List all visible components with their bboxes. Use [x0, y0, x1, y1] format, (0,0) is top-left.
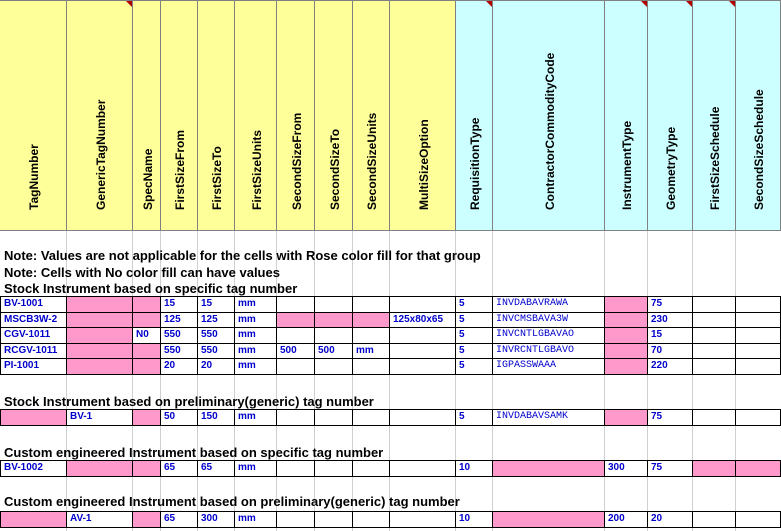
- cell-tagnumber[interactable]: CGV-1011: [0, 328, 67, 344]
- cell-firstsizeschedule[interactable]: [693, 328, 736, 344]
- cell-firstsizefrom[interactable]: 50: [161, 410, 198, 426]
- cell-requisitiontype[interactable]: 5: [456, 313, 493, 329]
- cell-secondsizefrom[interactable]: [277, 512, 315, 528]
- cell-instrumenttype[interactable]: [605, 359, 648, 375]
- cell-firstsizeunits[interactable]: mm: [235, 410, 277, 426]
- cell-generictagnumber[interactable]: [67, 313, 133, 329]
- cell-firstsizeunits[interactable]: mm: [235, 297, 277, 313]
- cell-secondsizefrom[interactable]: [277, 410, 315, 426]
- column-header-tagnumber[interactable]: [0, 0, 67, 231]
- cell-specname[interactable]: [133, 512, 161, 528]
- cell-secondsizeschedule[interactable]: [736, 297, 781, 313]
- cell-tagnumber[interactable]: [0, 410, 67, 426]
- cell-firstsizeto[interactable]: 20: [198, 359, 235, 375]
- cell-instrumenttype[interactable]: [605, 410, 648, 426]
- cell-requisitiontype[interactable]: 5: [456, 359, 493, 375]
- column-header-firstsizefrom[interactable]: [161, 0, 198, 231]
- column-header-label: FirstSizeSchedule: [708, 106, 722, 210]
- column-header-label: SecondSizeFrom: [289, 112, 304, 210]
- cell-multisizeoption[interactable]: [390, 344, 456, 360]
- cell-generictagnumber[interactable]: [67, 297, 133, 313]
- cell-generictagnumber[interactable]: [67, 328, 133, 344]
- column-header-multisizeoption[interactable]: [390, 0, 456, 231]
- cell-geometrytype[interactable]: 230: [648, 313, 693, 329]
- cell-secondsizeunits[interactable]: [353, 328, 390, 344]
- cell-firstsizefrom[interactable]: 15: [161, 297, 198, 313]
- cell-secondsizeschedule[interactable]: [736, 461, 781, 477]
- cell-secondsizeto[interactable]: [315, 297, 353, 313]
- cell-specname[interactable]: N0: [133, 328, 161, 344]
- column-header-specname[interactable]: [133, 0, 161, 231]
- cell-firstsizeunits[interactable]: mm: [235, 328, 277, 344]
- cell-tagnumber[interactable]: PI-1001: [0, 359, 67, 375]
- cell-requisitiontype[interactable]: 10: [456, 461, 493, 477]
- cell-generictagnumber[interactable]: [67, 359, 133, 375]
- cell-tagnumber[interactable]: BV-1001: [0, 297, 67, 313]
- column-header-label: SpecName: [140, 148, 155, 210]
- grid-line: [647, 231, 648, 531]
- cell-multisizeoption[interactable]: [390, 297, 456, 313]
- cell-firstsizefrom[interactable]: 20: [161, 359, 198, 375]
- column-header-firstsizeschedule[interactable]: [693, 0, 736, 231]
- cell-firstsizeto[interactable]: 550: [198, 328, 235, 344]
- cell-secondsizefrom[interactable]: [277, 328, 315, 344]
- cell-multisizeoption[interactable]: [390, 512, 456, 528]
- comment-indicator-icon: [641, 1, 647, 7]
- cell-secondsizeto[interactable]: [315, 313, 353, 329]
- section-title: Custom engineered Instrument based on specific tag number: [4, 445, 384, 460]
- cell-instrumenttype[interactable]: [605, 344, 648, 360]
- cell-secondsizeschedule[interactable]: [736, 359, 781, 375]
- grid-line: [314, 231, 315, 531]
- cell-multisizeoption[interactable]: [390, 359, 456, 375]
- column-header-label: InstrumentType: [620, 120, 634, 210]
- column-header-label: TagNumber: [27, 144, 41, 210]
- cell-tagnumber[interactable]: [0, 512, 67, 528]
- grid-line: [389, 231, 390, 531]
- cell-secondsizeto[interactable]: [315, 410, 353, 426]
- cell-firstsizefrom[interactable]: 65: [161, 461, 198, 477]
- grid-line: [492, 231, 493, 531]
- cell-instrumenttype[interactable]: [605, 297, 648, 313]
- cell-instrumenttype[interactable]: 300: [605, 461, 648, 477]
- cell-firstsizeunits[interactable]: mm: [235, 344, 277, 360]
- cell-firstsizefrom[interactable]: 550: [161, 344, 198, 360]
- cell-instrumenttype[interactable]: [605, 328, 648, 344]
- cell-contractorcommoditycode[interactable]: [493, 512, 605, 528]
- cell-secondsizeto[interactable]: [315, 359, 353, 375]
- column-header-label: GenericTagNumber: [93, 99, 108, 210]
- cell-instrumenttype[interactable]: 200: [605, 512, 648, 528]
- cell-multisizeoption[interactable]: [390, 410, 456, 426]
- cell-firstsizefrom[interactable]: 65: [161, 512, 198, 528]
- cell-generictagnumber[interactable]: BV-1: [67, 410, 133, 426]
- section-title: Stock Instrument based on preliminary(generic) tag number: [4, 394, 374, 409]
- cell-specname[interactable]: [133, 410, 161, 426]
- cell-secondsizeto[interactable]: [315, 512, 353, 528]
- cell-secondsizeto[interactable]: [315, 328, 353, 344]
- comment-indicator-icon: [729, 1, 735, 7]
- cell-multisizeoption[interactable]: [390, 461, 456, 477]
- cell-contractorcommoditycode[interactable]: INVRCNTLGBAVO: [493, 344, 605, 360]
- cell-firstsizefrom[interactable]: 125: [161, 313, 198, 329]
- column-header-label: FirstSizeUnits: [249, 129, 264, 210]
- cell-firstsizeto[interactable]: 15: [198, 297, 235, 313]
- cell-secondsizeto[interactable]: 500: [315, 344, 353, 360]
- cell-geometrytype[interactable]: 75: [648, 297, 693, 313]
- column-header-label: FirstSizeFrom: [173, 129, 187, 210]
- cell-firstsizeto[interactable]: 65: [198, 461, 235, 477]
- cell-firstsizeto[interactable]: 550: [198, 344, 235, 360]
- cell-requisitiontype[interactable]: 10: [456, 512, 493, 528]
- column-header-label: SecondSizeTo: [327, 128, 342, 210]
- cell-geometrytype[interactable]: 15: [648, 328, 693, 344]
- column-header-label: RequisitionType: [468, 117, 482, 210]
- column-header-contractorcommoditycode[interactable]: [493, 0, 605, 231]
- comment-indicator-icon: [686, 1, 692, 7]
- cell-secondsizeschedule[interactable]: [736, 512, 781, 528]
- note-rose-fill: Note: Values are not applicable for the cells with Rose color fill for that group: [4, 248, 481, 263]
- grid-line: [352, 231, 353, 531]
- cell-firstsizeunits[interactable]: mm: [235, 461, 277, 477]
- column-header-secondsizeschedule[interactable]: [736, 0, 781, 231]
- column-header-secondsizeunits[interactable]: [353, 0, 390, 231]
- comment-indicator-icon: [486, 1, 492, 7]
- cell-specname[interactable]: [133, 297, 161, 313]
- cell-generictagnumber[interactable]: [67, 461, 133, 477]
- cell-contractorcommoditycode[interactable]: INVCNTLGBAVAO: [493, 328, 605, 344]
- cell-requisitiontype[interactable]: 5: [456, 328, 493, 344]
- column-header-instrumenttype[interactable]: [605, 0, 648, 231]
- note-no-fill: Note: Cells with No color fill can have values: [4, 265, 280, 280]
- grid-line: [692, 231, 693, 531]
- cell-contractorcommoditycode[interactable]: INVDABAVRAWA: [493, 297, 605, 313]
- cell-secondsizeunits[interactable]: [353, 461, 390, 477]
- column-header-secondsizeto[interactable]: [315, 0, 353, 231]
- cell-secondsizeschedule[interactable]: [736, 313, 781, 329]
- cell-secondsizefrom[interactable]: 500: [277, 344, 315, 360]
- column-header-geometrytype[interactable]: [648, 0, 693, 231]
- column-header-secondsizefrom[interactable]: [277, 0, 315, 231]
- cell-firstsizeschedule[interactable]: [693, 313, 736, 329]
- column-header-label: ContractorCommodityCode: [542, 52, 557, 210]
- cell-requisitiontype[interactable]: 5: [456, 297, 493, 313]
- cell-tagnumber[interactable]: BV-1002: [0, 461, 67, 477]
- cell-secondsizeschedule[interactable]: [736, 410, 781, 426]
- cell-secondsizefrom[interactable]: [277, 359, 315, 375]
- cell-firstsizeunits[interactable]: mm: [235, 512, 277, 528]
- cell-firstsizeto[interactable]: 300: [198, 512, 235, 528]
- column-header-label: MultiSizeOption: [416, 119, 431, 210]
- cell-instrumenttype[interactable]: [605, 313, 648, 329]
- column-header-firstsizeto[interactable]: [198, 0, 235, 231]
- grid-line: [455, 231, 456, 531]
- column-header-label: SecondSizeUnits: [365, 112, 379, 210]
- cell-specname[interactable]: [133, 313, 161, 329]
- column-header-generictagnumber[interactable]: [67, 0, 133, 231]
- cell-firstsizeschedule[interactable]: [693, 359, 736, 375]
- cell-geometrytype[interactable]: 75: [648, 410, 693, 426]
- cell-requisitiontype[interactable]: 5: [456, 410, 493, 426]
- cell-secondsizeunits[interactable]: mm: [353, 344, 390, 360]
- cell-specname[interactable]: [133, 359, 161, 375]
- cell-secondsizefrom[interactable]: [277, 461, 315, 477]
- cell-secondsizefrom[interactable]: [277, 297, 315, 313]
- cell-multisizeoption[interactable]: 125x80x65: [390, 313, 456, 329]
- cell-specname[interactable]: [133, 461, 161, 477]
- cell-firstsizeschedule[interactable]: [693, 410, 736, 426]
- cell-contractorcommoditycode[interactable]: INVDABAVSAMK: [493, 410, 605, 426]
- cell-geometrytype[interactable]: 70: [648, 344, 693, 360]
- cell-firstsizeschedule[interactable]: [693, 297, 736, 313]
- column-header-label: GeometryType: [664, 126, 678, 210]
- cell-secondsizeunits[interactable]: [353, 297, 390, 313]
- cell-geometrytype[interactable]: 20: [648, 512, 693, 528]
- cell-firstsizefrom[interactable]: 550: [161, 328, 198, 344]
- cell-geometrytype[interactable]: 220: [648, 359, 693, 375]
- cell-secondsizeunits[interactable]: [353, 313, 390, 329]
- cell-secondsizeschedule[interactable]: [736, 344, 781, 360]
- column-header-label: FirstSizeTo: [210, 146, 224, 210]
- column-header-requisitiontype[interactable]: [456, 0, 493, 231]
- cell-requisitiontype[interactable]: 5: [456, 344, 493, 360]
- cell-firstsizeunits[interactable]: mm: [235, 359, 277, 375]
- cell-firstsizeunits[interactable]: mm: [235, 313, 277, 329]
- comment-indicator-icon: [126, 1, 132, 7]
- cell-firstsizeto[interactable]: 125: [198, 313, 235, 329]
- cell-generictagnumber[interactable]: AV-1: [67, 512, 133, 528]
- grid-line: [735, 231, 736, 531]
- cell-contractorcommoditycode[interactable]: IGPASSWAAA: [493, 359, 605, 375]
- cell-firstsizeschedule[interactable]: [693, 344, 736, 360]
- cell-firstsizeschedule[interactable]: [693, 461, 736, 477]
- cell-multisizeoption[interactable]: [390, 328, 456, 344]
- cell-secondsizefrom[interactable]: [277, 313, 315, 329]
- cell-firstsizeschedule[interactable]: [693, 512, 736, 528]
- section-title: Stock Instrument based on specific tag number: [4, 281, 298, 296]
- cell-contractorcommoditycode[interactable]: INVCMSBAVA3W: [493, 313, 605, 329]
- cell-firstsizeto[interactable]: 150: [198, 410, 235, 426]
- cell-geometrytype[interactable]: 75: [648, 461, 693, 477]
- grid-line: [604, 231, 605, 531]
- cell-tagnumber[interactable]: RCGV-1011: [0, 344, 67, 360]
- column-header-firstsizeunits[interactable]: [235, 0, 277, 231]
- cell-secondsizeschedule[interactable]: [736, 328, 781, 344]
- section-title: Custom engineered Instrument based on preliminary(generic) tag number: [4, 494, 460, 509]
- cell-secondsizeto[interactable]: [315, 461, 353, 477]
- cell-contractorcommoditycode[interactable]: [493, 461, 605, 477]
- column-header-label: SecondSizeSchedule: [752, 89, 766, 210]
- cell-tagnumber[interactable]: MSCB3W-2: [0, 313, 67, 329]
- cell-secondsizeunits[interactable]: [353, 512, 390, 528]
- cell-specname[interactable]: [133, 344, 161, 360]
- cell-secondsizeunits[interactable]: [353, 410, 390, 426]
- cell-generictagnumber[interactable]: [67, 344, 133, 360]
- cell-secondsizeunits[interactable]: [353, 359, 390, 375]
